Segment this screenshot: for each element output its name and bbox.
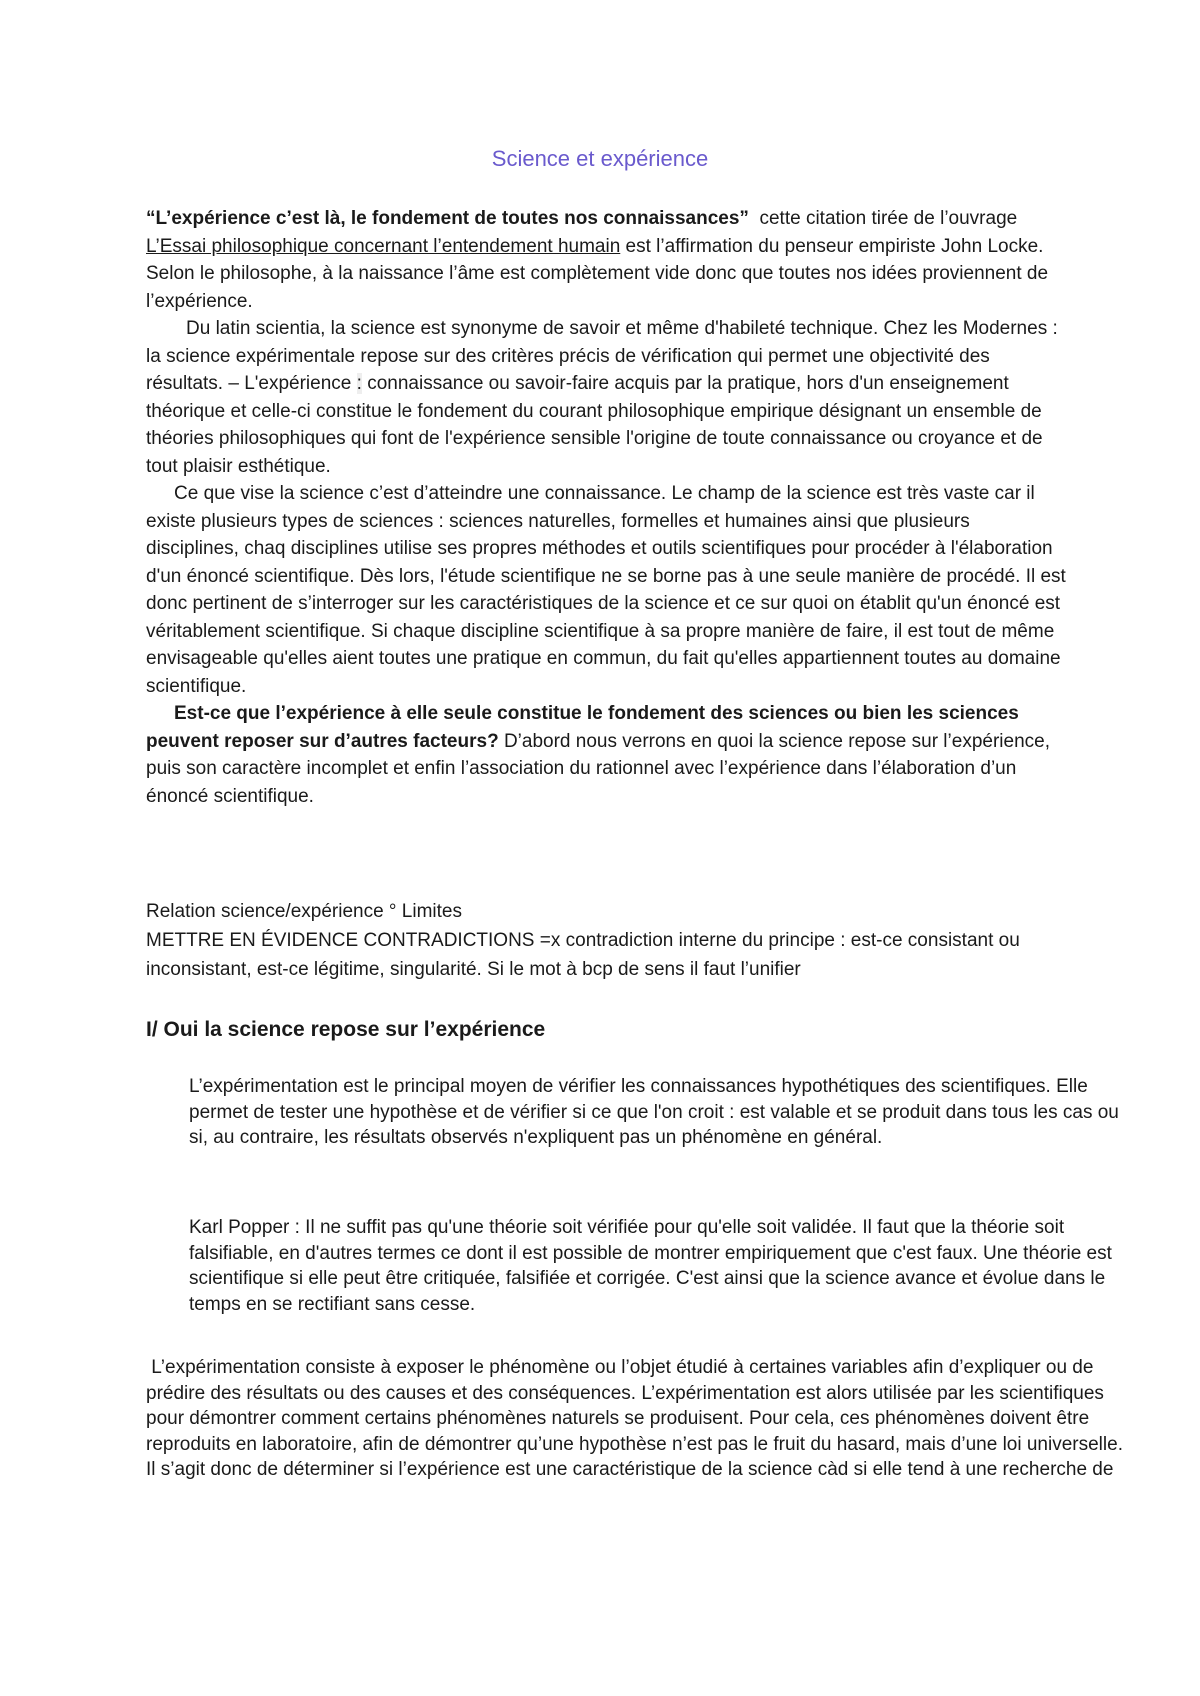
problematic-question: Est-ce que l’expérience à elle seule constitue le fondement des sciences ou bien les sciences peuvent reposer sur d’autres facteurs?: [146, 703, 1019, 752]
notes-section: [146, 897, 1066, 984]
experimentation-paragraph: L’expérimentation est le principal moyen de vérifier les connaissances hypothétiques des scientifiques. Elle permet de tester une hypothèse et de vérifier si ce que l'on croit : est valable et se produit dans tous les cas ou si, au contraire, les résultats observés n'expliquent pas un phénomène en général.: [189, 1076, 1119, 1148]
notes-line-2: METTRE EN ÉVIDENCE CONTRADICTIONS =x contradiction interne du principe : est-ce consistant ou inconsistant, est-ce légitime, singularité. Si le mot à bcp de sens il faut l’unifier: [146, 930, 1020, 980]
intro-text-2: est l’affirmation du penseur empiriste John Locke. Selon le philosophe, à la naissance l’âme est complètement vide donc que toutes nos idées proviennent de l’expérience.: [146, 235, 1049, 312]
book-title: L’Essai philosophique concernant l’entendement humain: [146, 235, 621, 257]
problematic-plan: D’abord nous verrons en quoi la science repose sur l’expérience, puis son caractère incomplet et enfin l’association du rationnel avec l’expérience dans l’élaboration d’un énoncé scientifique.: [146, 730, 1050, 807]
popper-paragraph: Karl Popper : Il ne suffit pas qu'une théorie soit vérifiée pour qu'elle soit validée. Il faut que la théorie soit falsifiable, en d'autres termes ce dont il est possible de montrer empiriquement que c'est faux. Une théorie est scientifique si elle peut être critiquée, falsifiée et corrigée. C'est ainsi que la science avance et évolue dans le temps en se rectifiant sans cesse.: [189, 1217, 1112, 1315]
notes-line-1: Relation science/expérience ° Limites: [146, 901, 462, 922]
intro-text-1: cette citation tirée de l’ouvrage: [748, 208, 1023, 229]
document-title: Science et expérience: [491, 146, 709, 171]
intro-quote: “L’expérience c’est là, le fondement de toutes nos connaissances”: [146, 208, 749, 229]
intro-paragraph: [146, 205, 1066, 315]
highlighted-colon: :: [356, 373, 362, 394]
section-heading: I/ Oui la science repose sur l’expérience: [146, 1018, 546, 1041]
definition-text-1: Du latin scientia, la science est synonyme de savoir et même d'habileté technique. Chez les Modernes : la science expérimentale repose sur des critères précis de vérification qui permet une objectivité des résultats. – L'expérience: [146, 318, 1058, 394]
intro-section: [146, 205, 1066, 810]
definition-text-2: connaissance ou savoir-faire acquis par la pratique, hors d'un enseignement théorique et celle-ci constitue le fondement du courant philosophique empirique désignant un ensemble de théories philosophiques qui font de l'expérience sensible l'origine de toute connaissance ou croyance et de tout plaisir esthétique.: [146, 373, 1043, 477]
scope-paragraph: Ce que vise la science c’est d’atteindre une connaissance. Le champ de la science est très vaste car il existe plusieurs types de sciences : sciences naturelles, formelles et humaines ainsi que plusieurs disciplines, chaq disciplines utilise ses propres méthodes et outils scientifiques pour procéder à l'élaboration d'un énoncé scientifique. Dès lors, l'étude scientifique ne se borne pas à une seule manière de procédé. Il est donc pertinent de s’interroger sur les caractéristiques de la science et ce sur quoi on établit qu'un énoncé est véritablement scientifique. Si chaque discipline scientifique à sa propre manière de faire, il est tout de même envisageable qu'elles aient toutes une pratique en commun, du fait qu'elles appartiennent toutes au domaine scientifique.: [146, 483, 1066, 697]
problematic-paragraph: [146, 700, 1066, 810]
experimentation-detail-paragraph: L’expérimentation consiste à exposer le phénomène ou l’objet étudié à certaines variables afin d’expliquer ou de prédire des résultats ou des causes et des conséquences. L’expérimentation est alors utilisée par les scientifiques pour démontrer comment certains phénomènes naturels se produisent. Pour cela, ces phénomènes doivent être reproduits en laboratoire, afin de démontrer qu’une hypothèse n’est pas le fruit du hasard, mais d’une loi universelle. Il s’agit donc de déterminer si l’expérience est une caractéristique de la science càd si elle tend à une recherche de: [146, 1357, 1129, 1480]
definition-paragraph: [146, 315, 1066, 480]
